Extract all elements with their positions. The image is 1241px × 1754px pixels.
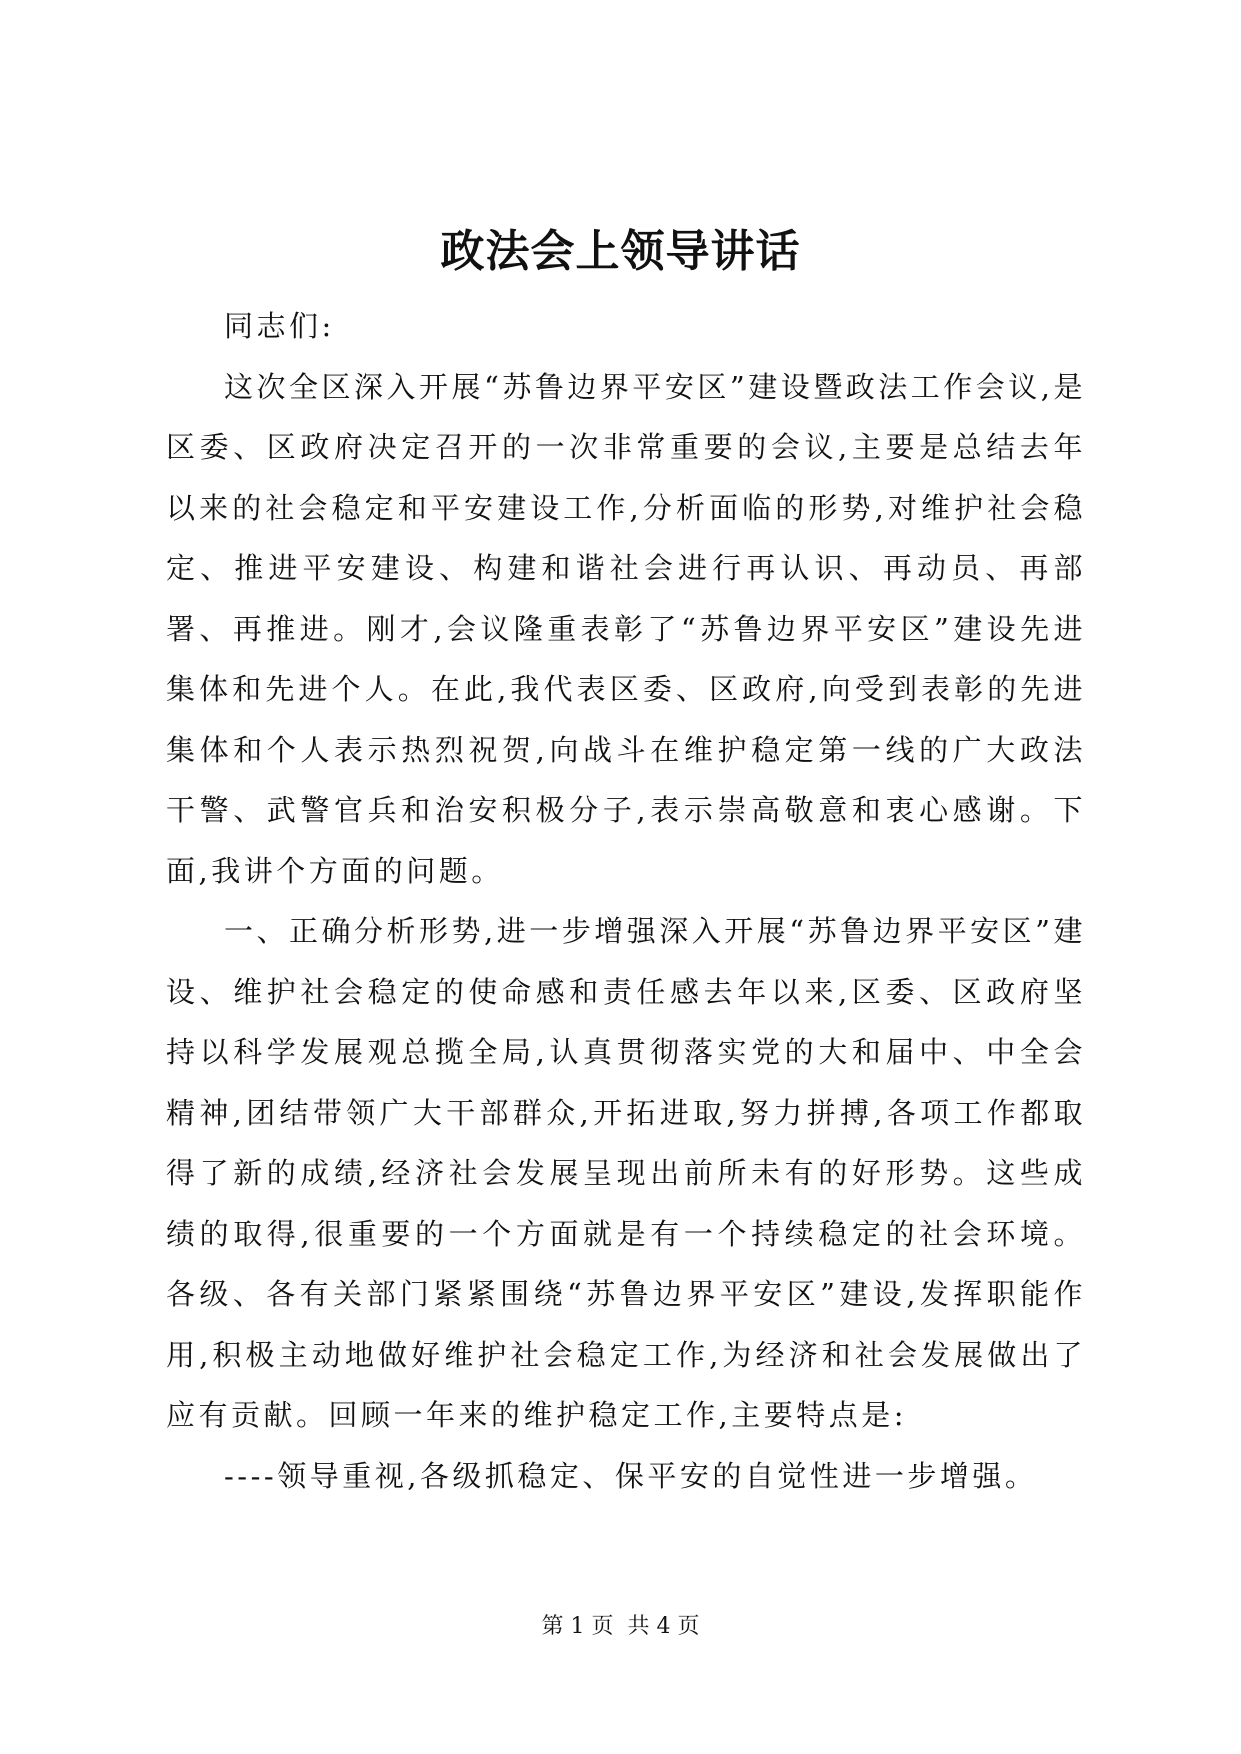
salutation-paragraph: 同志们: (224, 309, 335, 343)
document-body (166, 296, 1086, 1506)
page-footer (0, 1612, 1241, 1642)
body-paragraph: ----领导重视,各级抓稳定、保平安的自觉性进一步增强。 (224, 1458, 1038, 1493)
page-number-label: 第 1 页 共 4 页 (541, 1614, 700, 1639)
body-paragraph: 这次全区深入开展“苏鲁边界平安区”建设暨政法工作会议,是区委、区政府决定召开的一次非常重要的会议,主要是总结去年以来的社会稳定和平安建设工作,分析面临的形势,对维护社会稳定、推进平安建设、构建和谐社会进行再认识、再动员、再部署、再推进。刚才,会议隆重表彰了“苏鲁边界平安区”建设先进集体和先进个人。在此,我代表区委、区政府,向受到表彰的先进集体和个人表示热烈祝贺,向战斗在维护稳定第一线的广大政法干警、武警官兵和治安积极分子,表示崇高敬意和衷心感谢。下面,我讲个方面的问题。 (166, 369, 1086, 888)
document-title: 政法会上领导讲话 (440, 226, 801, 277)
body-paragraph: 一、正确分析形势,进一步增强深入开展“苏鲁边界平安区”建设、维护社会稳定的使命感和责任感去年以来,区委、区政府坚持以科学发展观总揽全局,认真贯彻落实党的大和届中、中全会精神,团结带领广大干部群众,开拓进取,努力拼搏,各项工作都取得了新的成绩,经济社会发展呈现出前所未有的好形势。这些成绩的取得,很重要的一个方面就是有一个持续稳定的社会环境。各级、各有关部门紧紧围绕“苏鲁边界平安区”建设,发挥职能作用,积极主动地做好维护社会稳定工作,为经济和社会发展做出了应有贡献。回顾一年来的维护稳定工作,主要特点是: (166, 914, 1086, 1432)
